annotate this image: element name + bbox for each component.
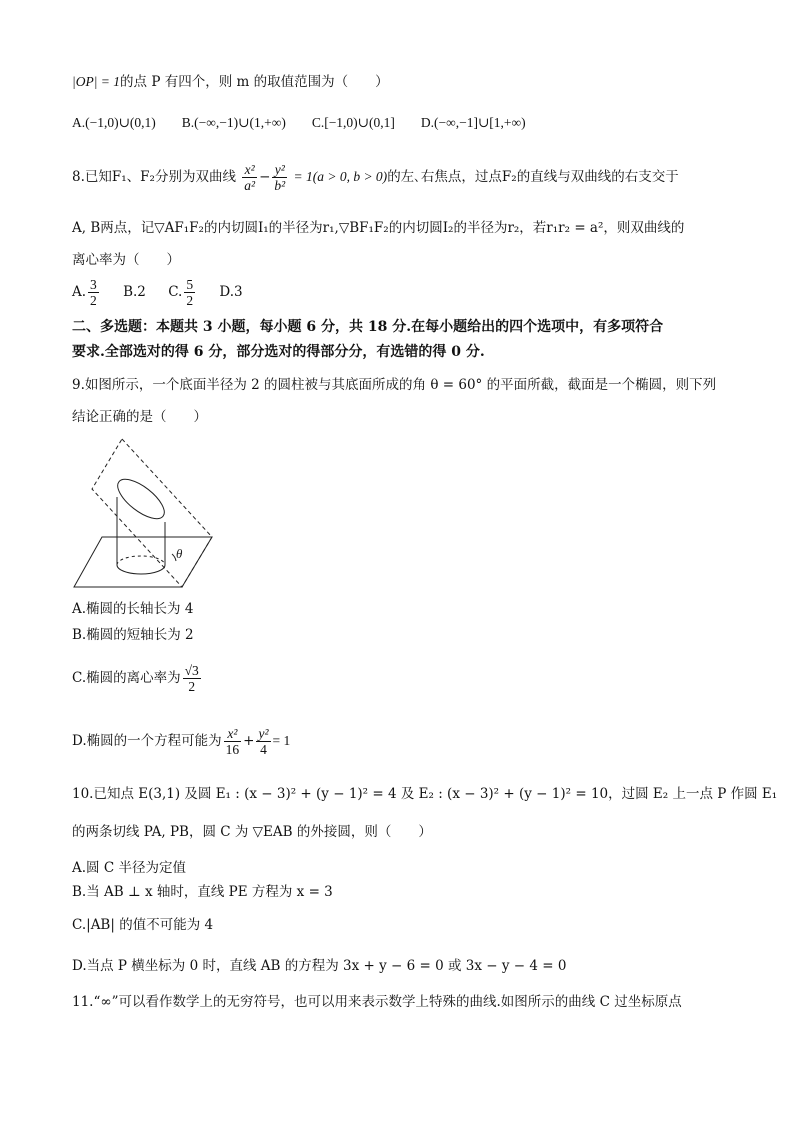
q8-line2: A, B两点，记▽AF₁F₂的内切圆I₁的半径为r₁,▽BF₁F₂的内切圆I₂的半径为r₂，若r₁r₂ = a²，则双曲线的 bbox=[72, 220, 685, 236]
q9-option-b: B.椭圆的短轴长为 2 bbox=[72, 627, 194, 643]
q8-y-fraction: $\frac{\text{y²}}{\text{b²}}$ bbox=[274, 162, 286, 193]
q8-lead-tail: 的左､右焦点，过点F₂的直线与双曲线的右支交于 bbox=[387, 169, 679, 185]
q7-option-c: C.[−1,0)∪(0,1] bbox=[311, 115, 395, 130]
q7-option-b: B.(−∞,−1)∪(1,+∞) bbox=[181, 115, 286, 130]
q10-option-b: B.当 AB ⊥ x 轴时，直线 PE 方程为 x = 3 bbox=[72, 884, 333, 900]
q8-stem: 8.已知F₁、F₂分别为双曲线 $\frac{\text{x²}}{\text{a²}}$ − $\frac{\text{y²}}{\text{b²}}$ = 1(a > 0, b > 0)的左､右焦点，过点F₂的直线与双曲线的右支交于 bbox=[72, 162, 679, 193]
q8-x-fraction: $\frac{\text{x²}}{\text{a²}}$ bbox=[244, 162, 256, 193]
q8-option-d: D.3 bbox=[219, 284, 243, 300]
q9-option-d: D.椭圆的一个方程可能为 $\frac{\text{x²}}{16}$ + $\frac{\text{y²}}{4}$ = 1 bbox=[72, 726, 291, 757]
q9-option-c: C.椭圆的离心率为 $\frac{√3}{2}$ bbox=[72, 663, 199, 694]
q8-option-c: C. $\frac{5}{2}$ bbox=[168, 277, 194, 308]
q8-option-b: B.2 bbox=[123, 284, 146, 300]
q7-text: 的点 P 有四个，则 m 的取值范围为（ ） bbox=[120, 74, 389, 90]
section-2-heading-line2: 要求.全部选对的得 6 分，部分选对的得部分分，有选错的得 0 分. bbox=[72, 344, 485, 360]
q8-lead: 8.已知F₁、F₂分别为双曲线 bbox=[72, 169, 236, 185]
q9-option-a: A.椭圆的长轴长为 4 bbox=[72, 601, 194, 617]
q10-line1: 10.已知点 E(3,1) 及圆 E₁ : (x − 3)² + (y − 1)² = 4 及 E₂ : (x − 3)² + (y − 1)² = 10，过圆 E₂ 上一点 P 作圆 E₁ bbox=[72, 786, 778, 802]
cutting-plane bbox=[92, 439, 212, 587]
q10-option-a: A.圆 C 半径为定值 bbox=[72, 860, 186, 876]
q10-option-c: C.|AB| 的值不可能为 4 bbox=[72, 917, 214, 933]
base-plane bbox=[74, 537, 212, 587]
section-2-heading-line1: 二、多选题：本题共 3 小题，每小题 6 分，共 18 分.在每小题给出的四个选项中，有多项符合 bbox=[72, 319, 664, 335]
q8-options bbox=[72, 272, 243, 312]
q8-option-a: A. $\frac{3}{2}$ bbox=[72, 277, 97, 308]
q10-option-d: D.当点 P 横坐标为 0 时，直线 AB 的方程为 3x + y − 6 = 0 或 3x − y − 4 = 0 bbox=[72, 958, 567, 974]
q10-line2: 的两条切线 PA, PB，圆 C 为 ▽EAB 的外接圆，则（ ） bbox=[72, 824, 432, 840]
q8-eq-rest: = 1(a > 0, b > 0) bbox=[293, 169, 388, 184]
section-ellipse bbox=[112, 472, 171, 525]
q8-line3: 离心率为（ ） bbox=[72, 252, 180, 268]
cylinder-bottom-front bbox=[117, 565, 165, 574]
cylinder-figure bbox=[72, 437, 216, 589]
q9-line1: 9.如图所示，一个底面半径为 2 的圆柱被与其底面所成的角 θ = 60° 的平面所截，截面是一个椭圆，则下列 bbox=[72, 377, 717, 393]
q7-prefix: |OP| = 1 bbox=[72, 74, 121, 89]
theta-label: θ bbox=[176, 546, 183, 561]
q7-option-a: A.(−1,0)∪(0,1) bbox=[72, 115, 156, 130]
q7-stem bbox=[72, 72, 389, 92]
q11-line1: 11.“∞”可以看作数学上的无穷符号，也可以用来表示数学上特殊的曲线.如图所示的曲线 C 过坐标原点 bbox=[72, 994, 682, 1010]
q7-options bbox=[72, 113, 552, 133]
q9-line2: 结论正确的是（ ） bbox=[72, 409, 207, 425]
q7-option-d: D.(−∞,−1]∪[1,+∞) bbox=[420, 115, 526, 130]
